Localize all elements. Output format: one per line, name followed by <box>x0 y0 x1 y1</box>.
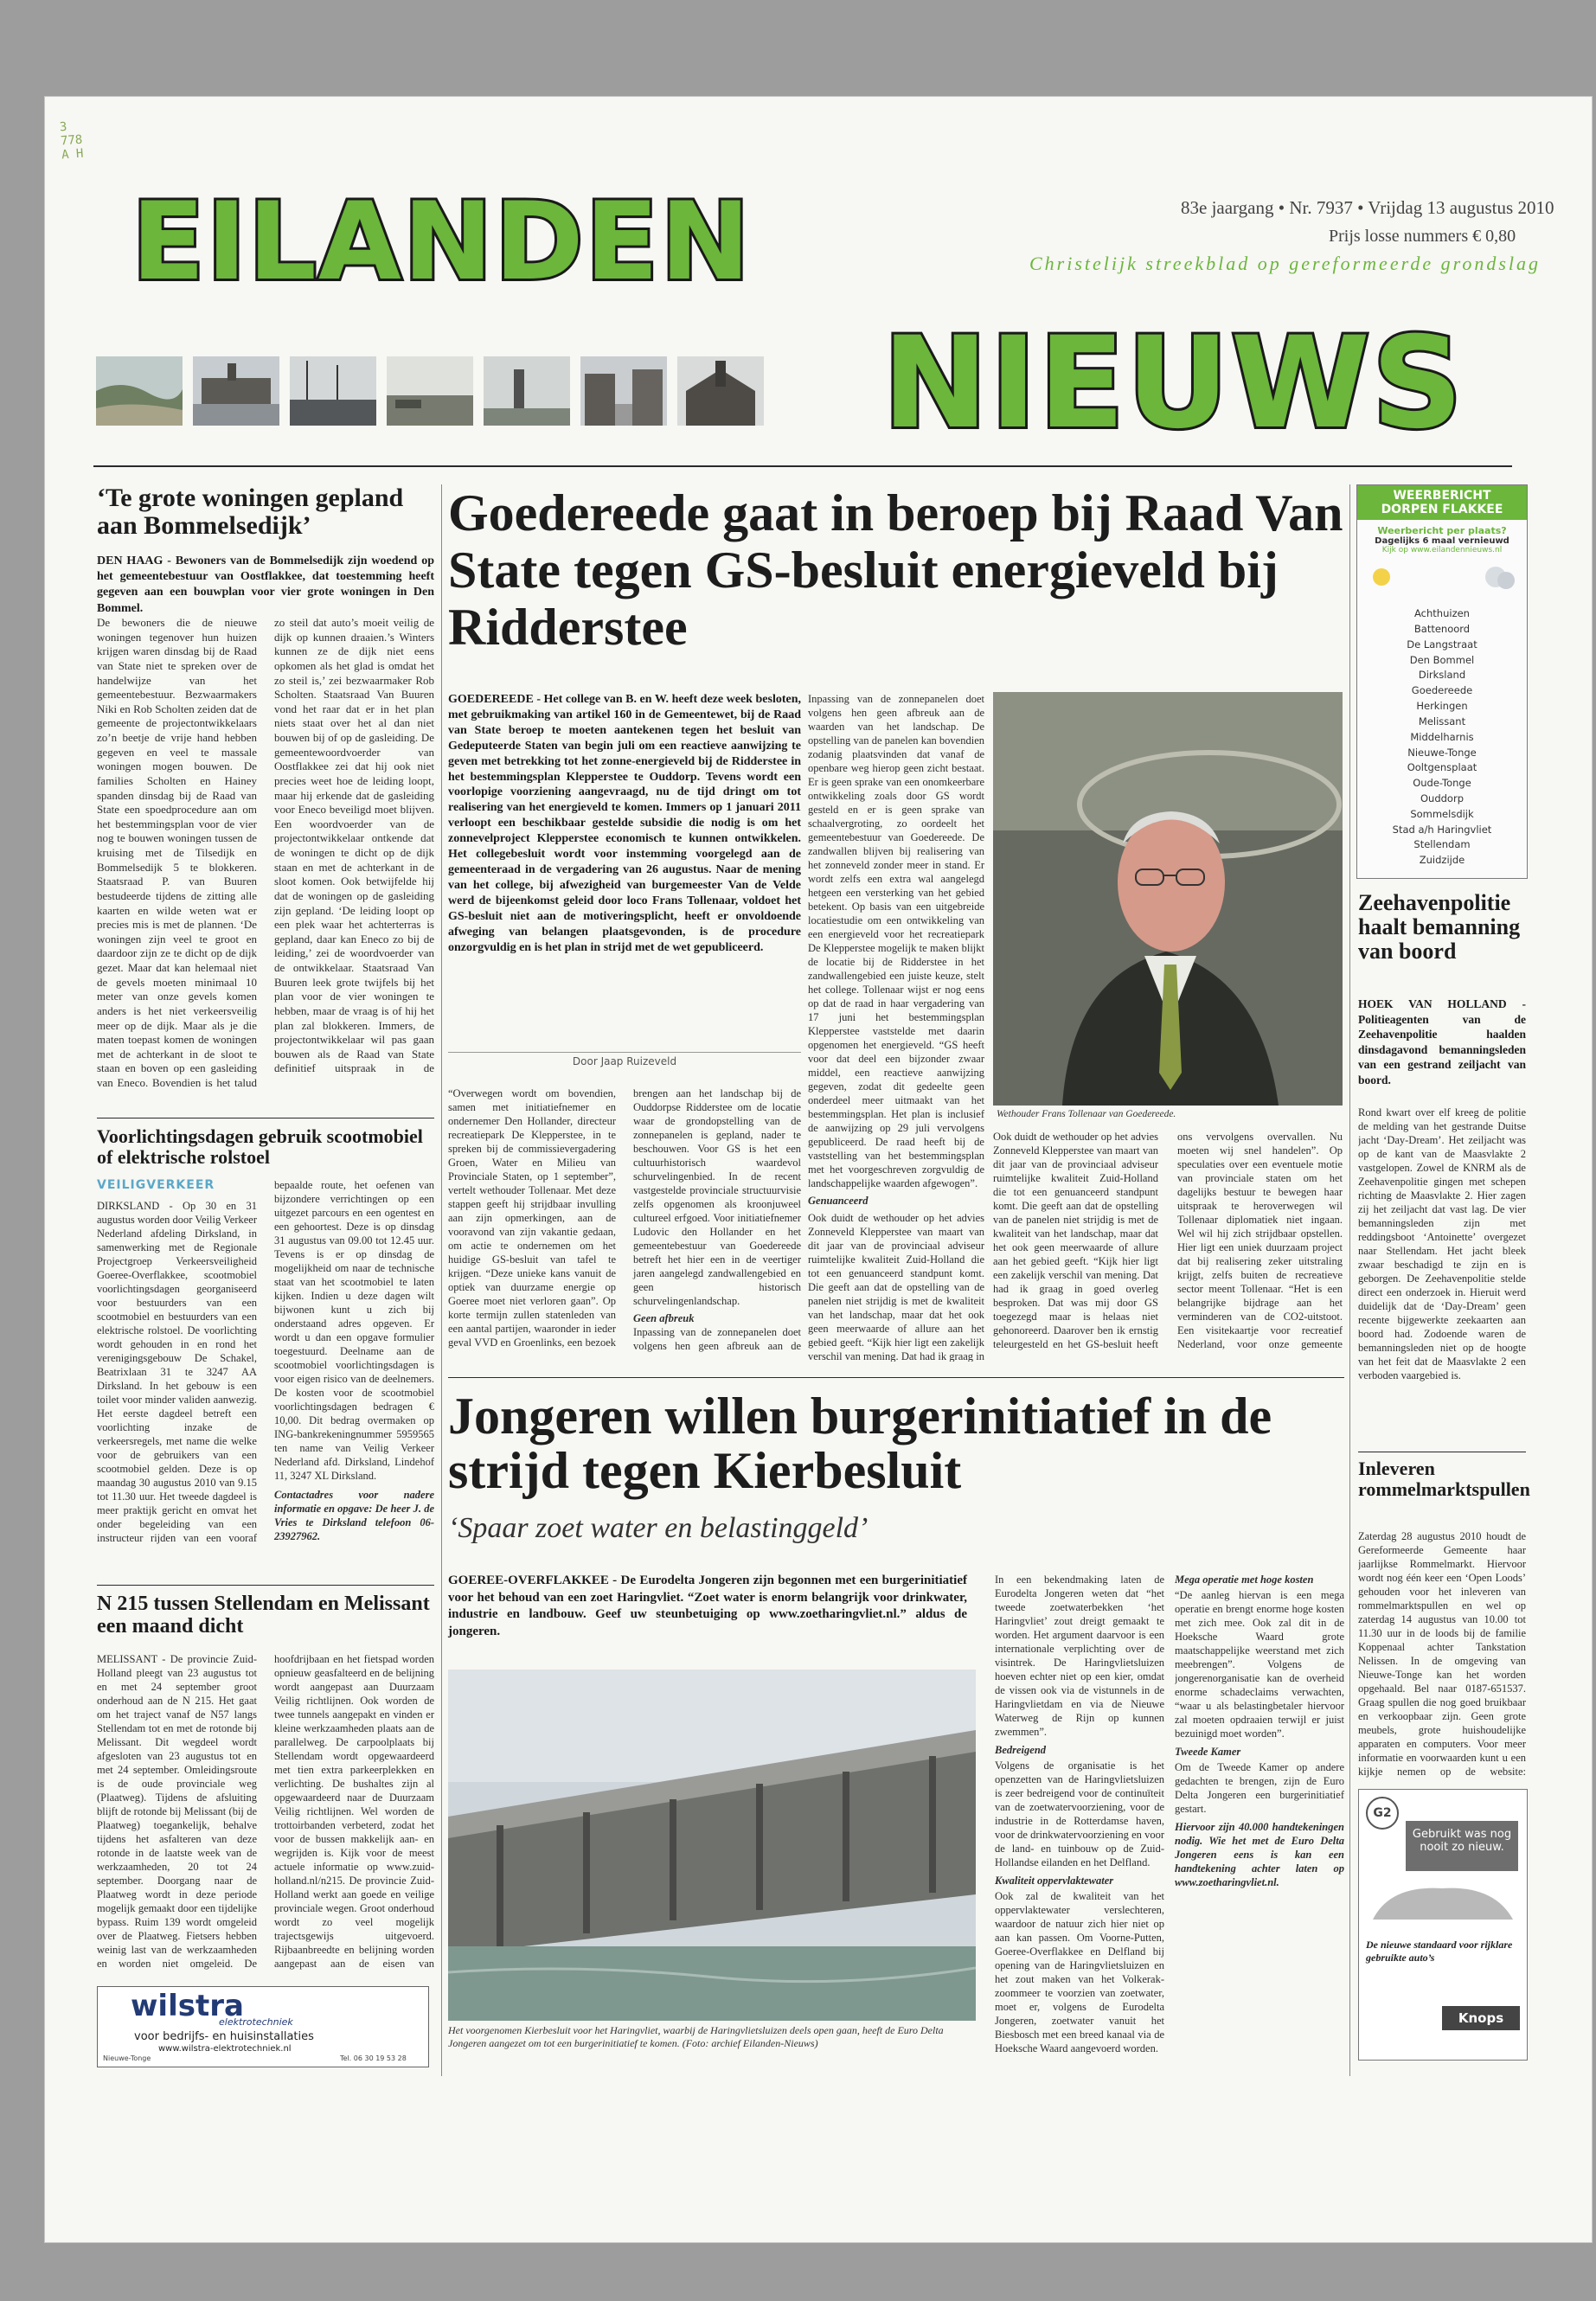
jongeren-col1 <box>995 1573 1164 2057</box>
wilstra-line: voor bedrijfs- en huisinstallaties <box>134 2030 314 2043</box>
bommelsedijk-headline: ‘Te grote woningen gepland aan Bommelsedijk’ <box>97 484 404 541</box>
n215-body: MELISSANT - De provincie Zuid-Holland pleegt van 23 augustus tot en met 24 september groot onderhoud aan de N 215. Het gaat om het traject vanaf de N57 langs Stellendam tot en met de rotonde bij Melissant. Dit wegdeel wordt afgesloten van 23 augustus tot en met 24 september. Omleidingsroute is de oude provinciale weg (Plaatweg). Tijdens de afsluiting blijft de rotonde bij Melissant (bij de Plaatweg) toegankelijk, behalve tijdens het asfalteren van deze rotonde in de laatste week van de werkzaamheden, 20 tot 24 september. Doorgang naar de Plaatweg wordt in deze periode mogelijk gemaakt door een tijdelijke bypass. Ruim 139 wordt omgeleid over de Plaatweg. Fietsers hebben weinig last van de werkzaamheden en worden niet omgeleid. De hoofdrijbaan en het fietspad worden opnieuw geasfalteerd en de belijning wordt aangepast aan Duurzaam Veilig richtlijnen. Ook worden de twee tunnels aangepakt en vinden er kleine werkzaamheden plaats aan de parallelweg. De carpoolplaats bij Stellendam wordt opgewaardeerd met tien extra parkeerplekken en verlichting. De bushaltes zijn al opgewaardeerd naar de Duurzaam Veilig richtlijnen. Wel worden de trottoirbanden verbeterd, zodat het voor de bussen makkelijk aan- en wegrijden is. Kijk voor de meest actuele informatie op www.zuid-holland.nl/n215. De provincie Zuid-Holland werkt aan goede en veilige provinciale wegen. Groot onderhoud wordt zo veel mogelijk trajectsgewijs uitgevoerd. Rijbaanbreedte en belijning worden aangepast aan de eisen van <box>97 1653 434 1970</box>
column-rule <box>1349 484 1350 2076</box>
wilstra-ad[interactable] <box>97 1986 429 2067</box>
kier-caption: Het voorgenomen Kierbesluit voor het Haringvliet, waarbij de Haringvlietsluizen deels open gaan, heeft de Euro Delta Jongeren aangezet om tot een burgerinitiatief te komen. (Foto: archief Eilanden-Nieuws) <box>448 2024 944 2049</box>
column-rule <box>441 484 442 2076</box>
voorlichting-headline: Voorlichtingsdagen gebruik scootmobiel of elektrische rolstoel <box>97 1125 423 1168</box>
jongeren-closing: Hiervoor zijn 40.000 handtekeningen nodig. Wie het met de Euro Delta Jongeren eens is kan een handtekening achter laten op www.zoetharingvliet.nl. <box>1175 1821 1344 1888</box>
church-tower-thumbnail <box>483 356 571 426</box>
village-street-thumbnail <box>580 356 668 426</box>
knops-ad[interactable] <box>1358 1789 1528 2061</box>
jongeren-sub2: Kwaliteit oppervlaktewater <box>995 1875 1114 1887</box>
tollenaar-photo <box>993 692 1343 1106</box>
tagline: Christelijk streekblad op gereformeerde grondslag <box>1029 253 1542 274</box>
voorlichting-text: DIRKSLAND - Op 30 en 31 augustus worden door Veilig Verkeer Nederland afdeling Dirksland, in samenwerking met de Regionale Projectgroep Verkeersveiligheid Goeree-Overflakkee, scootmobiel voorlichtingsdagen georganiseerd voor bestuurders van een scootmobiel en bestuurders van een elektrische rolstoel. De voorlichting wordt gehouden in en rond het verenigingsgebouw De Schakel, Beatrixlaan 31 te 3247 AA Dirksland. In het gebouw is een toilet voor minder validen aanwezig. Het eerste dagdeel betreft een voorlichting inzake de verkeersregels, met name die welke voor de gebruikers van een scootmobiel gelden. Deze is op maandag 30 augustus 2010 van 9.15 tot 11.30 uur. Het tweede dagdeel is meer praktijk gericht en omvat het onder begeleiding van een instructeur rijden van een vooraf bepaalde route, het oefenen van bijzondere verrichtingen op een uitgezet parcours en een ogentest en een gehoortest. Deze is op dinsdag 31 augustus van 09.00 tot 12.45 uur. Tevens is er op dinsdag de mogelijkheid om naar de technische staat van het scootmobiel te laten kijken. Indien u deze dagen wilt bijwonen kunt u zich bij onderstaand adres opgeven. Er wordt u dan een opgave formulier toegestuurd. Deelname aan de scootmobiel voorlichtingsdagen is voor eigen risico van de deelnemers. De kosten voor de scootmobiel voorlichtingsdagen bedragen € 10,00. Dit bedrag overmaken op ING-bankrekeningnummer 5959565 ten name van Veilig Verkeer Nederland afd. Dirksland, Lindehof 11, 3247 XL Dirksland. <box>97 1179 434 1544</box>
town-link[interactable]: Den Bommel <box>1409 653 1475 666</box>
jongeren-sub4: Tweede Kamer <box>1175 1746 1241 1758</box>
goedereede-text3: Ook duidt de wethouder op het advies Zonneveld Klepperstee van maart van dit jaar van de provinciaal adviseur ruimtelijke kwaliteit Zuid-Holland die tot een genuanceerd standpunt komt. Die geeft aan dat de opstelling van de panelen niet strijdig is met de kwaliteit van het landschap, maar dat het ook geen meerwaarde of allure aan het gebied geeft. “Kijk hier ligt een zakelijk verschil van mening. Dat had ik graag in <box>808 1212 984 1362</box>
wilstra-place: Nieuwe-Tonge <box>103 2054 151 2062</box>
weather-refresh: Dagelijks 6 maal vernieuwd <box>1375 536 1509 547</box>
jongeren-text4: “De aanleg hiervan is een mega operatie en brengt enorme hoge kosten met zich mee. Ook zal dit in de Hoeksche Waard grote maatschappelijke weerstand met zich meebrengen”. Volgens de jongerenorganisatie kan de overheid enorme schadeclaims verwachten, “waar u als belastingbetaler hiervoor zal moeten opdraaien terwijl er juist bezuinigd moet worden”. <box>1175 1589 1344 1740</box>
town-link[interactable]: Goedereede <box>1411 684 1473 697</box>
price-line: Prijs losse nummers € 0,80 <box>1329 227 1516 246</box>
goedereede-col3 <box>808 692 984 1362</box>
tollenaar-caption: Wethouder Frans Tollenaar van Goedereede. <box>997 1109 1176 1119</box>
masthead-eilanden: EILANDEN <box>131 180 753 304</box>
voorlichting-body <box>97 1178 434 1593</box>
haringvliet-dam-image <box>448 1670 976 2021</box>
knops-banner: Gebruikt was nog nooit zo nieuw. <box>1406 1821 1518 1871</box>
jongeren-sub3: Mega operatie met hoge kosten <box>1175 1574 1314 1586</box>
dunes-thumbnail <box>95 356 183 426</box>
fields-thumbnail <box>386 356 474 426</box>
wilstra-url[interactable]: www.wilstra-elektrotechniek.nl <box>158 2044 292 2054</box>
divider <box>448 1377 1344 1378</box>
archive-stamp: 3 778 A H <box>59 119 84 163</box>
jongeren-headline: Jongeren willen burgerinitiatief in de strijd tegen Kierbesluit <box>448 1388 1272 1499</box>
kier-photo <box>448 1670 976 2021</box>
voorlichting-logo: VEILIGVERKEER <box>97 1178 215 1192</box>
rommelmarkt-body: Zaterdag 28 augustus 2010 houdt de Gereformeerde Gemeente haar jaarlijkse Rommelmarkt. Hiervoor wordt nog één keer een ‘Open Loods’ gehouden voor het inleveren van rommelmarktspullen en wel op zaterdag 14 augustus van 10.00 tot 11.30 uur in de loods bij de familie Koppenaal achter Tankstation Nelissen. In de omgeving van Nieuwe-Tonge kan het worden opgehaald. Bel naar 0187-651537. Graag spullen die nog goed bruikbaar en verkoopbaar zijn. Geen grote meubels, grote huishoudelijke apparaten en computers. Voor meer informatie en voorwaarden kunt u een kijkje nemen op de website: <box>1358 1530 1526 1778</box>
jongeren-sub1: Bedreigend <box>995 1744 1047 1756</box>
town-link[interactable]: Middelharnis <box>1410 730 1474 743</box>
wilstra-sub: elektrotechniek <box>219 2016 293 2028</box>
goedereede-body3: Ook duidt de wethouder op het advies Zonneveld Klepperstee van maart van dit jaar van de provinciaal adviseur ruimtelijke kwaliteit Zuid-Holland die tot een genuanceerd standpunt komt. Die geeft aan dat de opstelling van de panelen niet strijdig is met de kwaliteit van het landschap, maar dat het ook geen meerwaarde of allure aan het gebied geeft. “Kijk hier ligt een zakelijk verschil van mening. Dat had ik graag in goed overleg besproken. Dat was mij door GS toegezegd maar is helaas niet gehonoreerd. Daarover ben ik ernstig teleurgesteld en het GS-besluit heeft ons vervolgens overvallen. Nu moeten wij snel handelen”. Op speculaties over een eventuele motie van provinciale staten om het dagelijks bestuur te bewegen haar uitspraak te heroverwegen wil Tollenaar diplomatiek niet ingaan. Wel wil hij zich strijdbaar opstellen. Hier ligt een uniek duurzaam project dat bij realisering zeker uitstraling krijgt, zelfs buiten de recreatieve sector meent Tollenaar. “Het is een belangrijke bijdrage aan het verminderen van de CO2-uitstoot. Een visitekaartje voor recreatief Nederland, voor onze gemeente <box>993 1131 1343 1350</box>
boats-thumbnail <box>289 356 377 426</box>
g2-badge: G2 <box>1366 1797 1399 1830</box>
town-link[interactable]: Battenoord <box>1413 623 1471 635</box>
wilstra-logo: wilstra <box>131 1989 244 2023</box>
goedereede-text2: Inpassing van de zonnepanelen doet volgens hen geen afbreuk aan de <box>633 1326 801 1352</box>
bommelsedijk-lead: DEN HAAG - Bewoners van de Bommelsedijk zijn woedend op het gemeentebestuur van Oostflakkee, dat toestemming heeft gegeven aan een bouwplan voor vier grote woningen in Den Bommel. <box>97 554 434 615</box>
wilstra-tel: Tel. 06 30 19 53 28 <box>340 2054 407 2062</box>
harbour-town-thumbnail <box>192 356 280 426</box>
jongeren-text: In een bekendmaking laten de Eurodelta Jongeren weten dat “het tweede zoetwaterbekken ‘het Haringvliet’ zout dreigt gemaakt te worden. Het argument daarvoor is een internationale verplichting over de visintrek. De Haringvlietsluizen hoeven echter niet op een kier, omdat de vissen ook via de vistunnels in de Haringvlietdam en via de Nieuwe Waterweg de Rijn op kunnen zwemmen”. <box>995 1574 1164 1738</box>
jongeren-text2: Volgens de organisatie is het openzetten van de Haringvlietsluizen is zeer bedreigend voor de continuïteit van de zoetwatervoorziening, voor de industrie in de Rotterdamse haven, voor de drinkwatervoorziening en voor de land- en tuinbouw op de Zuid-Hollandse eilanden en het Delfland. <box>995 1759 1164 1868</box>
divider <box>97 1585 434 1586</box>
town-link[interactable]: Ouddorp <box>1420 792 1464 804</box>
town-link[interactable]: Ooltgensplaat <box>1407 761 1477 774</box>
town-link[interactable]: Stad a/h Haringvliet <box>1392 823 1492 836</box>
weather-url[interactable]: Kijk op www.eilandennieuws.nl <box>1381 546 1503 555</box>
goedereede-text2b: Inpassing van de zonnepanelen doet volgens hen geen afbreuk aan de waarden van het landschap. De opstelling van de panelen kan bovendien zodanig plaatsvinden dat vanaf de openbare weg hierop geen zicht bestaat. Er is geen sprake van een onomkeerbare ontwikkeling zoals door GS wordt gesteld en er is geen sprake van schaalvergroting, zo oordeelt het gemeentebestuur van Goedereede. De zandwallen blijven bij realisering van het zonneveld zonder meer in stand. Er wordt zelfs een extra wal aangelegd hetgeen een versterking van het gebied betekent. Op basis van een uitgebreide locatiestudie om een ontwikkeling van een energieveld voor het recreatiepark De Klepperstee mogelijk te maken blijkt de locatie bij de Ridderstee in het zandwallengebied een juiste keuze, stelt het college. Tollenaar wijst er nog eens op dat de raad in haar vergadering van 17 juni het bestemmingsplan Klepperstee vaststelde met daarin opgenomen het energieveld. “GS heeft voor dat deel een bijzonder zwaar middel, een reactieve aanwijzing gegeven, zodat dit gedeelte geen onderdeel meer uitmaakt van het bestemmingsplan. Het plan is inclusief de aanwijzing op 29 juli vervolgens gepubliceerd. De raad heeft bij de vaststelling van het bestemmingsplan met het voorgeschreven zorgvuldig de landschappelijke waarden afgewogen”. <box>808 693 984 1189</box>
knops-brand: Knops groep <box>1442 2006 1520 2030</box>
bommelsedijk-text: De bewoners die de nieuwe woningen tegenover hun huizen krijgen waren dinsdag bij de Raad van State niet te spreken over de handelwijze van het gemeentebestuur. Bezwaarmakers Niki en Rob Scholten zeiden dat de gemeente de projectontwikkelaars zo’n beetje de vrije hand hebben gegeven en veel te massale woningen mogen bouwen. De families Scholten en Hainey spanden dinsdag bij de Raad van State een spoedprocedure aan om het bestemmingsplan voor de vier nog te bouwen woningen tussen de kruising met de Tilsedijk en Bommelsedijk 5 te blokkeren. Staatsraad P. van Buuren bestudeerde tijdens de zitting alle kaarten en wilde weten wat er precies mis is met de plannen. ‘De woningen zijn veel te groot en daardoor zijn ze te dicht op de dijk gezet. Maar dat kan helemaal niet de gevels moeten minimaal 10 meter van onze gevels komen anders is het niet verkeersveilig meer op de dijk. Maar als je die maten toepast komen de woningen met de achterkant in de sloot te staan en boven op een gasleiding van Eneco. Bovendien is het talud zo steil dat auto’s moeit veilig de dijk op kunnen draaien.’s Winters kunnen ze de dijk niet eens opkomen als het glad is omdat het zo steil is,’ zei bezwaarmaker Rob Scholten. Staatsraad Van Buuren vond het raar dat er in het plan niets staat over het al dan niet bouwen bij of op de gasleiding. De gemeentewoordvoerder van Oostflakkee zei dat hij ook niet precies weet hoe de leiding loopt, maar hij erkende dat de gasleiding voor Eneco beveiligd moet blijven. Een woordvoerder van de projectontwikkelaar ontkende dat de woningen te dicht op de dijk staan en met de achterkant in de sloot komen. Ook betwijfelde hij dat de woningen op de gasleiding zijn gepland. ‘De leiding loopt op een plek waar het achterterras is gepland, daar kan Eneco zo bij de leiding,’ zei de woordvoerder van de ontwikkelaar. Staatsraad Van Buuren leek grote twijfels bij het plan voor de vier woningen te hebben, maar de vraag is of hij het plan zal blokkeren. Immers, de projectontwikkelaar wil pas gaan bouwen als de Raad van State definitief uitspraak in de <box>97 616 434 1089</box>
goedereede-body <box>448 1086 801 1362</box>
jongeren-lead: GOEREE-OVERFLAKKEE - De Eurodelta Jongeren zijn begonnen met een burgerinitiatief voor het behoud van een zoet Haringvliet. “Zoet water is enorm belangrijk voor drinkwater, industrie en landbouw. Geef uw steunbetuiging op www.zoetharingvliet.nl.” aldus de jongeren. <box>448 1574 967 1638</box>
goedereede-sub2: Genuanceerd <box>808 1195 869 1207</box>
zeehaven-body: Rond kwart over elf kreeg de politie de melding van het gestrande Duitse jacht ‘Day-Dream’. Het zeiljacht was op de kant van de Maasvlakte 2 vastgelopen. Zowel de KNRM als de Zeehavenpolitie gingen met schepen richting de Maasvlakte 2. Hier zagen zij het zeiljacht dat vast lag. De vier bemanningsleden zijn met reddingsboot ‘Antoinette’ overgezet naar Stellendam. Het jacht bleek zwaar beschadigd te zijn en is geborgen. De Zeehavenpolitie stelde direct een onderzoek in. Hieruit werd duidelijk dat de ‘Day-Dream’ geen recente bijgewerkte zeekaarten aan boord had. Zodoende waren de bemanningsleden niet op de hoogte van het feit dat de Maasvlakte 2 een verboden vaargebied is. <box>1358 1106 1526 1381</box>
jongeren-subhead: ‘Spaar zoet water en belastinggeld’ <box>448 1512 869 1544</box>
weather-town-list <box>1357 606 1527 868</box>
goedereede-sub1: Geen afbreuk <box>633 1312 695 1324</box>
town-link[interactable]: Stellendam <box>1413 838 1471 851</box>
goedereede-headline: Goedereede gaat in beroep bij Raad Van State tegen GS-besluit energieveld bij Ridderstee <box>448 484 1343 656</box>
town-link[interactable]: Achthuizen <box>1414 607 1470 620</box>
zeehaven-lead: HOEK VAN HOLLAND - Politieagenten van de Zeehavenpolitie haalden dinsdagavond bemanningsleden van een gestrand zeiljacht van boord. <box>1358 997 1526 1086</box>
town-link[interactable]: Dirksland <box>1418 669 1466 682</box>
jongeren-col2 <box>1175 1573 1344 2057</box>
goedereede-text: “Overwegen wordt om bovendien, samen met initiatiefnemer en ondernemer Den Hollander, directeur recreatiepark De Klepperstee, in te spreken bij de commissievergadering Groen, Water en Milieu van Provinciale Staten, op 1 september”, vertelt wethouder Tollenaar. Met deze stappen geeft hij strijdbaar invulling aan zijn opmerkingen, aan de vooravond van zijn vakantie gedaan, om actie te ondernemen om het huidige GS-besluit van tafel te krijgen. “Deze unieke kans vanuit de optiek van duurzame energie op Goeree moet niet verloren gaan”. Op korte termijn zullen statenleden van een aantal partijen, waaronder in ieder geval VVD en Groenlinks, een bezoek brengen aan het landschap bij de Ouddorpse Ridderstee om de locatie waar de grondopstelling van de zonnepanelen is gepland, nader te beschouwen. Voor GS is het een cultuurhistorisch waardevol schurvelingenbied. In de recent vastgestelde provinciale structuurvisie zelfs opgenomen als kroonjuweel cultureel erfgoed. Voor initiatiefnemer Ludovic den Hollander en het gemeentebestuur van Goedereede betreft het hier een in de veertiger jaren aangelegd zandwallengebied en geen historisch schurvelingenlandschap. <box>448 1087 801 1349</box>
bommelsedijk-body <box>97 616 434 1100</box>
goedereede-byline: Door Jaap Ruizeveld <box>448 1052 801 1067</box>
issue-line: 83e jaargang • Nr. 7937 • Vrijdag 13 augustus 2010 <box>1181 197 1554 218</box>
zeehaven-headline: Zeehavenpolitie haalt bemanning van boord <box>1358 890 1521 965</box>
weather-subtitle: Weerbericht per plaats? <box>1377 525 1507 537</box>
jongeren-text3: Ook zal de kwaliteit van het oppervlaktewater verslechteren, waardoor de natuur zich hier niet op aan kan passen. Om Voorne-Putten, Goeree-Overflakkee en Delfland bij opening van de Haringvlietsluizen en het zout maken van het Volkerak-zoommeer te voorzien van zoetwater, moet er, volgens de Eurodelta Jongeren, zoetwater vanuit het Biesbosch met een breed kanaal via de Hoeksche Waard aangevoerd worden. <box>995 1890 1164 2054</box>
masthead-nieuws: NIEUWS <box>882 310 1465 457</box>
sun-icon <box>1357 554 1527 603</box>
goedereede-lead: GOEDEREEDE - Het college van B. en W. heeft deze week besloten, met gebruikmaking van artikel 160 in de Gemeentewet, bij de Raad van State beroep te moeten aantekenen tegen het besluit van Gedeputeerde Staten van begin juli om een reactieve aanwijzing te geven met betrekking tot het zonne-energieveld bij de Ridderstee in het bestemmingsplan Klepperstee te Ouddorp. Tevens wordt een voorlopige voorziening aangevraagd, nu de tijd dringt om tot realisering van het energieveld te komen. Immers op 1 januari 2011 verloopt een beschikbaar gestelde subsidie die nodig is om het zonnevelproject Klepperstee economisch te kunnen ontwikkelen. Het collegebesluit wordt voor instemming voorgelegd aan de gemeenteraad in de vergadering van 26 augustus. Naar de mening van het college, bij afwezigheid van burgemeester Van de Velde werd de bijeenkomst geleid door loco Frans Tollenaar, voldoet het GS-besluit niet aan de motiveringsplicht, heeft er onvoldoende afweging van belangen plaatsgevonden, is de procedure onzorgvuldig en is het plan in strijd met de wet gepubliceerd. <box>448 693 801 954</box>
portrait-image <box>993 692 1343 1106</box>
town-link[interactable]: Zuidzijde <box>1419 854 1465 867</box>
masthead-rule <box>93 465 1512 467</box>
town-link[interactable]: Nieuwe-Tonge <box>1407 746 1477 759</box>
rommelmarkt-headline: Inleveren rommelmarktspullen <box>1358 1458 1530 1500</box>
weather-title: WEERBERICHT DORPEN FLAKKEE <box>1357 485 1527 520</box>
town-link[interactable]: Sommelsdijk <box>1410 807 1474 820</box>
town-link[interactable]: De Langstraat <box>1407 638 1477 651</box>
town-link[interactable]: Oude-Tonge <box>1413 777 1471 790</box>
car-under-cover-icon <box>1364 1876 1522 1928</box>
jongeren-text5: Om de Tweede Kamer op andere gedachten te brengen, zijn de Euro Delta Jongeren een burgerinitiatief gestart. <box>1175 1761 1344 1815</box>
weather-box <box>1356 484 1528 879</box>
n215-headline: N 215 tussen Stellendam en Melissant een maand dicht <box>97 1593 430 1638</box>
town-link[interactable]: Herkingen <box>1416 700 1468 713</box>
voorlichting-contact: Contactadres voor nadere informatie en opgave: De heer J. de Vries te Dirksland telefoon 06-23927962. <box>274 1489 434 1542</box>
knops-slogan: De nieuwe standaard voor rijklare gebruikte auto’s <box>1366 1939 1513 1964</box>
town-hall-thumbnail <box>676 356 765 426</box>
town-link[interactable]: Melissant <box>1418 715 1466 727</box>
